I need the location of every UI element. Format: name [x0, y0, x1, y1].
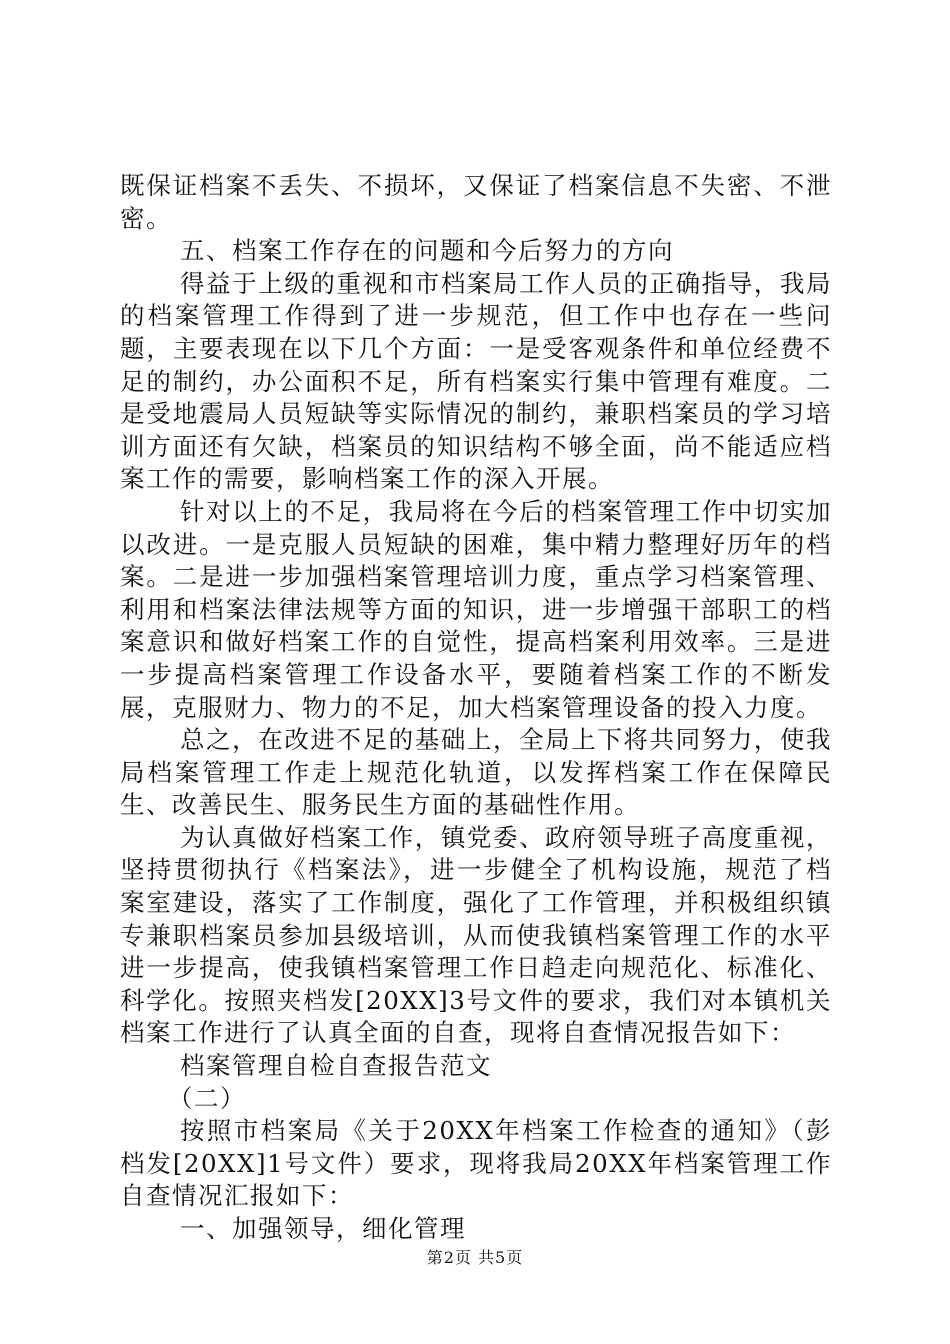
- page-number-footer: 第2页 共5页: [426, 1248, 524, 1267]
- paragraph-intro: 按照市档案局《关于20XX年档案工作检查的通知》（彭档发[20XX]1号文件）要求，现将我局20XX年档案管理工作自查情况汇报如下：: [120, 1116, 832, 1211]
- paragraph-continuation: 既保证档案不丢失、不损坏，又保证了档案信息不失密、不泄密。: [120, 171, 832, 233]
- paragraph-town-report: 为认真做好档案工作，镇党委、政府领导班子高度重视，坚持贯彻执行《档案法》，进一步健全了机构设施，规范了档案室建设，落实了工作制度，强化了工作管理，并积极组织镇专兼职档案员参加县级培训，从而使我镇档案管理工作的水平进一步提高，使我镇档案管理工作日趋走向规范化、标准化、科学化。按照夹档发[20XX]3号文件的要求，我们对本镇机关档案工作进行了认真全面的自查，现将自查情况报告如下：: [120, 822, 832, 1048]
- document-body: [120, 170, 832, 1246]
- paragraph-summary: 总之，在改进不足的基础上，全局上下将共同努力，使我局档案管理工作走上规范化轨道，以发挥档案工作在保障民生、改善民生、服务民生方面的基础性作用。: [120, 725, 832, 820]
- document-subtitle-number: （二）: [168, 1083, 246, 1113]
- section-heading-1: 一、加强领导，细化管理: [180, 1214, 466, 1243]
- document-title: 档案管理自检自查报告范文: [180, 1051, 492, 1081]
- section-heading-5: 五、档案工作存在的问题和今后努力的方向: [180, 236, 674, 266]
- paragraph-problems: 得益于上级的重视和市档案局工作人员的正确指导，我局的档案管理工作得到了进一步规范，但工作中也存在一些问题，主要表现在以下几个方面：一是受客观条件和单位经费不足的制约，办公面积不足，所有档案实行集中管理有难度。二是受地震局人员短缺等实际情况的制约，兼职档案员的学习培训方面还有欠缺，档案员的知识结构不够全面，尚不能适应档案工作的需要，影响档案工作的深入开展。: [120, 268, 832, 494]
- paragraph-improvements: 针对以上的不足，我局将在今后的档案管理工作中切实加以改进。一是克服人员短缺的困难，集中精力整理好历年的档案。二是进一步加强档案管理培训力度，重点学习档案管理、利用和档案法律法规等方面的知识，进一步增强干部职工的档案意识和做好档案工作的自觉性，提高档案利用效率。三是进一步提高档案管理工作设备水平，要随着档案工作的不断发展，克服财力、物力的不足，加大档案管理设备的投入力度。: [120, 496, 832, 722]
